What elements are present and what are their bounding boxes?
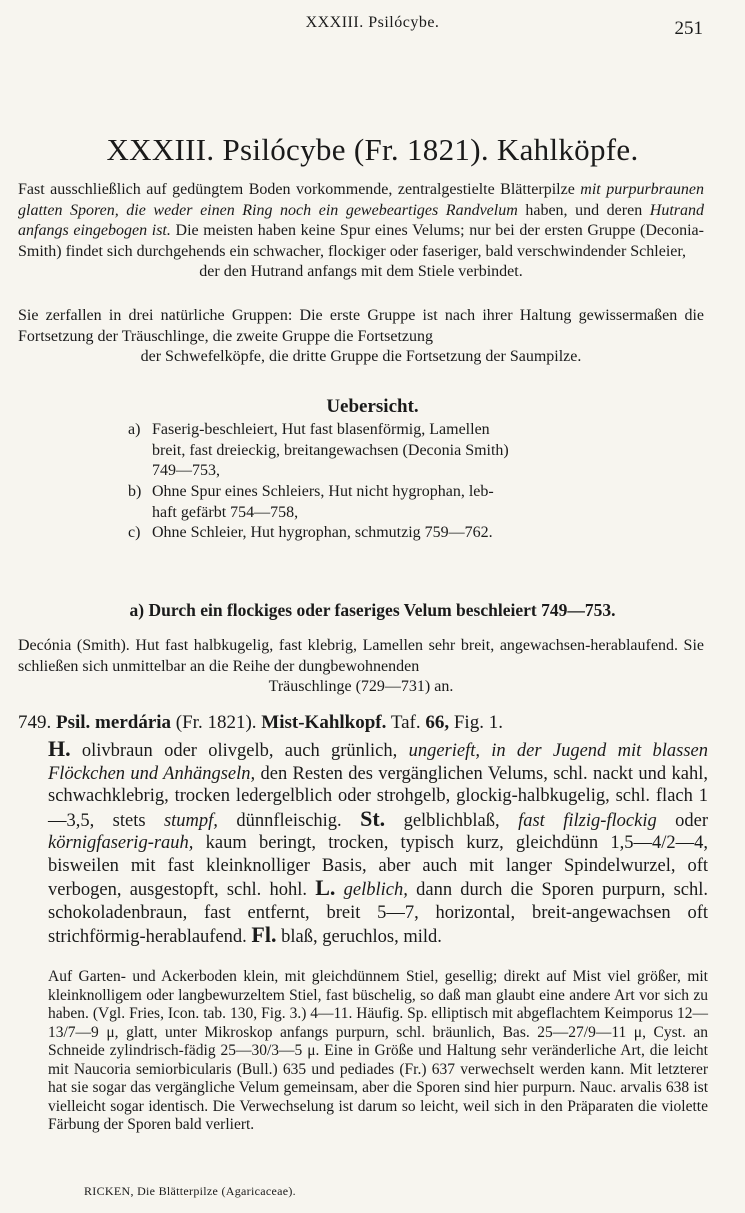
intro-last-line: der Schwefelköpfe, die dritte Gruppe die Fortsetzung der Saumpilze. [140, 348, 582, 365]
description-italic: körnigfaserig-rauh, [48, 833, 194, 853]
stem-label: St. [360, 805, 386, 831]
figure-number: 1. [488, 712, 503, 733]
chapter-title: XXXIII. Psilócybe (Fr. 1821). Kahlköpfe. [106, 132, 639, 167]
description-text: kaum beringt, trocken, typisch kurz, gleichdünn 1,5—4/2—4, bisweilen mit fast kleinknolliger Basis, aber auch mit langer Spindelwurzel, oft verbogen, ausgestopft, schl. hohl. [48, 833, 708, 900]
intro-paragraph-2 [18, 306, 704, 368]
description-italic: fast filzig-flockig [518, 810, 657, 831]
intro-italic-text: Hutrand anfangs eingebogen ist. [18, 201, 705, 239]
overview-text: Faserig-beschleiert, Hut fast blasenförmig, Lamellen [152, 421, 490, 438]
description-italic: ungerieft, in der Jugend mit blassen Flöckchen und Anhängseln, [48, 741, 709, 784]
plate-label: Taf. [390, 712, 421, 733]
flesh-label: Fl. [251, 922, 277, 947]
overview-item-c [128, 523, 608, 544]
species-author: (Fr. 1821). [175, 712, 257, 733]
plate-number: 66, [425, 712, 450, 733]
running-title: XXXIII. Psilócybe. [305, 14, 440, 31]
overview-title: Uebersicht. [326, 396, 419, 417]
group-a-body: Decónia (Smith). Hut fast halbkugelig, fast klebrig, Lamellen sehr breit, angewachsen-herablaufend. Sie schließen sich unmittelbar an die Reihe der dungbewohnenden [18, 637, 704, 675]
description-italic: gelblich, [335, 880, 408, 900]
description-italic: stumpf, [163, 810, 218, 831]
group-a-heading: a) Durch ein flockiges oder faseriges Velum beschleiert 749—753. [129, 600, 616, 620]
overview-item-b [128, 482, 608, 523]
page-footer: RICKEN, Die Blätterpilze (Agaricaceae). [84, 1184, 296, 1198]
overview-text: 749—753, [152, 462, 220, 479]
page-number: 251 [674, 18, 703, 39]
intro-text: haben, und deren [517, 201, 650, 219]
overview-text: breit, fast dreieckig, breitangewachsen (Deconia Smith) [152, 441, 509, 459]
description-text: dann durch die Sporen purpurn, schl. schokoladenbraun, fast entfernt, breit 5—7, horizontal, breit-angewachsen oft strichförmig-herablaufend. [48, 880, 708, 947]
overview-label: a) [128, 421, 141, 438]
overview-label: c) [128, 524, 141, 541]
hat-label: H. [48, 736, 71, 761]
running-header [0, 10, 745, 42]
species-notes: Auf Garten- und Ackerboden klein, mit gleichdünnem Stiel, gesellig; direkt auf Mist viel größer, mit kleinknolligem oder langbewurzeltem Stiel, fast büschelig, so daß man glaubt eine andere Art vor sich zu haben. (Vgl. Fries, Icon. tab. 130, Fig. 3.) 4—11. Häufig. Sp. elliptisch mit abgeflachtem Keimporus 12—13/7—9 μ, glatt, unter Mikroskop anfangs purpurn, schl. bräunlich, Bas. 25—27/9—11 μ, Cyst. an Schneide zylindrisch-fädig 25—30/3—5 μ. Eine in Größe und Haltung sehr veränderliche Art, die leicht mit Naucoria semiorbicularis (Bull.) 635 und pediades (Fr.) 637 verwechselt werden kann. Mit letzterer hat sie sogar das vergängliche Velum gemeinsam, aber die Sporen sind hier purpurn. Nauc. arvalis 638 ist vielleicht sogar identisch. Die Verwechselung ist darum so leicht, weil sich in den Präparaten die violette Färbung der Sporen bald verliert. [48, 968, 708, 1133]
intro-last-line: der den Hutrand anfangs mit dem Stiele verbindet. [199, 263, 523, 280]
gills-label: L. [315, 875, 336, 900]
description-text: dünnfleischig. [217, 810, 361, 831]
intro-italic-text: mit purpurbraunen glatten Sporen, die weder einen Ring noch ein gewebeartiges Randvelum [18, 181, 704, 219]
description-text: olivbraun oder olivgelb, auch grünlich, [70, 741, 409, 761]
figure-label: Fig. [453, 712, 484, 733]
species-description [48, 738, 708, 949]
overview-label: b) [128, 483, 142, 500]
overview-text: Ohne Spur eines Schleiers, Hut nicht hygrophan, leb- [152, 483, 494, 500]
description-text: gelblichblaß, [385, 810, 519, 831]
intro-paragraph-1 [18, 180, 704, 283]
intro-text: Sie zerfallen in drei natürliche Gruppen: Die erste Gruppe ist nach ihrer Haltung gewissermaßen die Fortsetzung der Träuschlinge, die zweite Gruppe die Fortsetzung [18, 307, 704, 345]
description-text: oder [656, 810, 709, 831]
overview-item-a [128, 420, 608, 482]
description-text: blaß, geruchlos, mild. [276, 927, 442, 947]
species-name: Psil. merdária [56, 712, 172, 733]
intro-text: Fast ausschließlich auf gedüngtem Boden vorkommende, zentralgestielte Blätterpilze [18, 181, 581, 198]
group-a-text [18, 636, 704, 698]
overview-text: haft gefärbt 754—758, [152, 503, 299, 521]
overview-text: Ohne Schleier, Hut hygrophan, schmutzig 759—762. [152, 524, 493, 541]
species-number: 749. [18, 712, 52, 733]
species-heading [18, 712, 718, 734]
group-a-last-line: Träuschlinge (729—731) an. [268, 678, 454, 695]
intro-text: Die meisten haben keine Spur eines Velums; nur bei der ersten Gruppe (Deconia-Smith) findet sich durchgehends ein schwacher, flockiger oder faseriger, bald verschwindender Schleier, [18, 222, 704, 260]
species-common-name: Mist-Kahlkopf. [261, 712, 387, 733]
description-text: den Resten des vergänglichen Velums, schl. nackt und kahl, schwachklebrig, trocken ledergelblich oder strohgelb, glockig-halbkugelig, schl. flach 1—3,5, stets [48, 763, 708, 831]
